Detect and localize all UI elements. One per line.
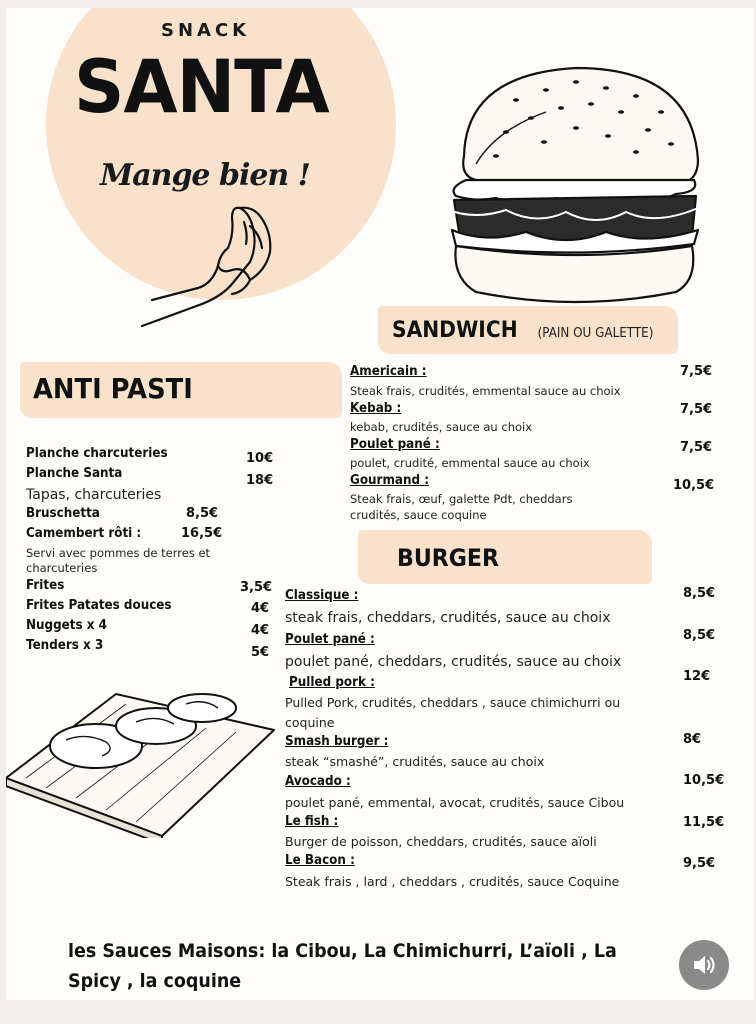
antipasti-item-desc: Servi avec pommes de terres et xyxy=(26,546,211,560)
burger-item-desc: Burger de poisson, cheddars, crudités, sauce aïoli xyxy=(285,834,597,849)
sandwich-item-name: Americain : xyxy=(350,364,427,379)
menu-page xyxy=(6,8,754,1000)
burger-item-name: Poulet pané : xyxy=(285,632,375,647)
sandwich-item-price: 7,5€ xyxy=(680,402,713,417)
house-sauces-footer: les Sauces Maisons: la Cibou, La Chimichurri, L’aïoli , La Spicy , la coquine xyxy=(68,940,617,992)
antipasti-item-desc: charcuteries xyxy=(26,561,98,575)
burger-item-desc: steak frais, cheddars, crudités, sauce au choix xyxy=(285,610,611,626)
antipasti-item-price: 4€ xyxy=(251,601,270,616)
sandwich-subtitle: (PAIN OU GALETTE) xyxy=(537,326,654,341)
antipasti-item-price: 4€ xyxy=(251,623,270,638)
sandwich-item-desc: poulet, crudité, emmental sauce au choix xyxy=(350,456,590,470)
sandwich-item-price: 10,5€ xyxy=(673,478,715,493)
antipasti-item-price: 16,5€ xyxy=(181,526,223,541)
brand-slogan: Mange bien ! xyxy=(100,158,310,193)
sandwich-item-name: Gourmand : xyxy=(350,473,430,488)
antipasti-item-name: Planche Santa xyxy=(26,466,123,481)
burger-item-price: 11,5€ xyxy=(683,815,725,830)
bruschetta-board-illustration xyxy=(6,678,276,838)
burger-item-price: 8,5€ xyxy=(683,628,716,643)
burger-item-name: Le Bacon : xyxy=(285,853,355,868)
sandwich-item-desc: Steak frais, œuf, galette Pdt, cheddars xyxy=(350,492,573,506)
burger-item-name: Le fish : xyxy=(285,814,339,829)
antipasti-title: ANTI PASTI xyxy=(33,372,193,405)
antipasti-item-desc: Tapas, charcuteries xyxy=(26,487,162,503)
burger-item-desc: poulet pané, emmental, avocat, crudités, sauce Cibou xyxy=(285,795,625,810)
antipasti-item-price: 10€ xyxy=(246,451,274,466)
sandwich-item-name: Kebab : xyxy=(350,401,402,416)
antipasti-item-price: 5€ xyxy=(251,645,270,660)
sandwich-item-name: Poulet pané : xyxy=(350,437,440,452)
burger-title: BURGER xyxy=(397,544,499,572)
sandwich-item-price: 7,5€ xyxy=(680,440,713,455)
burger-item-desc: steak “smashé”, crudités, sauce au choix xyxy=(285,754,545,769)
antipasti-item-price: 8,5€ xyxy=(186,506,219,521)
brand-snack-label: SNACK xyxy=(161,20,251,41)
burger-item-price: 12€ xyxy=(683,669,711,684)
sandwich-title-text: SANDWICH xyxy=(392,318,518,343)
burger-item-price: 9,5€ xyxy=(683,856,716,871)
burger-item-desc: Steak frais , lard , cheddars , crudités, sauce Coquine xyxy=(285,874,620,889)
hand-gesture-icon xyxy=(132,204,292,334)
burger-item-price: 10,5€ xyxy=(683,773,725,788)
sandwich-title xyxy=(392,318,653,343)
sandwich-item-desc: kebab, crudités, sauce au choix xyxy=(350,420,533,434)
burger-item-name: Pulled pork : xyxy=(289,675,375,690)
antipasti-item-name: Camembert rôti : xyxy=(26,526,142,541)
burger-item-name: Smash burger : xyxy=(285,734,389,749)
antipasti-item-name: Frites xyxy=(26,578,65,593)
burger-item-price: 8€ xyxy=(683,732,702,747)
burger-illustration xyxy=(436,60,706,310)
burger-item-name: Avocado : xyxy=(285,774,351,789)
sound-toggle-button[interactable] xyxy=(679,940,729,990)
burger-item-name: Classique : xyxy=(285,588,359,603)
antipasti-item-name: Bruschetta xyxy=(26,506,100,521)
antipasti-item-name: Planche charcuteries xyxy=(26,446,168,461)
burger-item-price: 8,5€ xyxy=(683,586,716,601)
burger-item-desc: coquine xyxy=(285,715,335,730)
antipasti-item-name: Frites Patates douces xyxy=(26,598,172,613)
sandwich-item-price: 7,5€ xyxy=(680,364,713,379)
antipasti-item-name: Tenders x 3 xyxy=(26,638,104,653)
speaker-icon xyxy=(691,953,717,977)
brand-name: SANTA xyxy=(74,43,329,131)
sandwich-item-desc: crudités, sauce coquine xyxy=(350,508,487,522)
burger-item-desc: poulet pané, cheddars, crudités, sauce au choix xyxy=(285,654,622,670)
antipasti-item-price: 3,5€ xyxy=(240,580,273,595)
antipasti-item-price: 18€ xyxy=(246,473,274,488)
burger-item-desc: Pulled Pork, crudités, cheddars , sauce chimichurri ou xyxy=(285,695,621,710)
sandwich-item-desc: Steak frais, crudités, emmental sauce au choix xyxy=(350,384,621,398)
antipasti-item-name: Nuggets x 4 xyxy=(26,618,107,633)
